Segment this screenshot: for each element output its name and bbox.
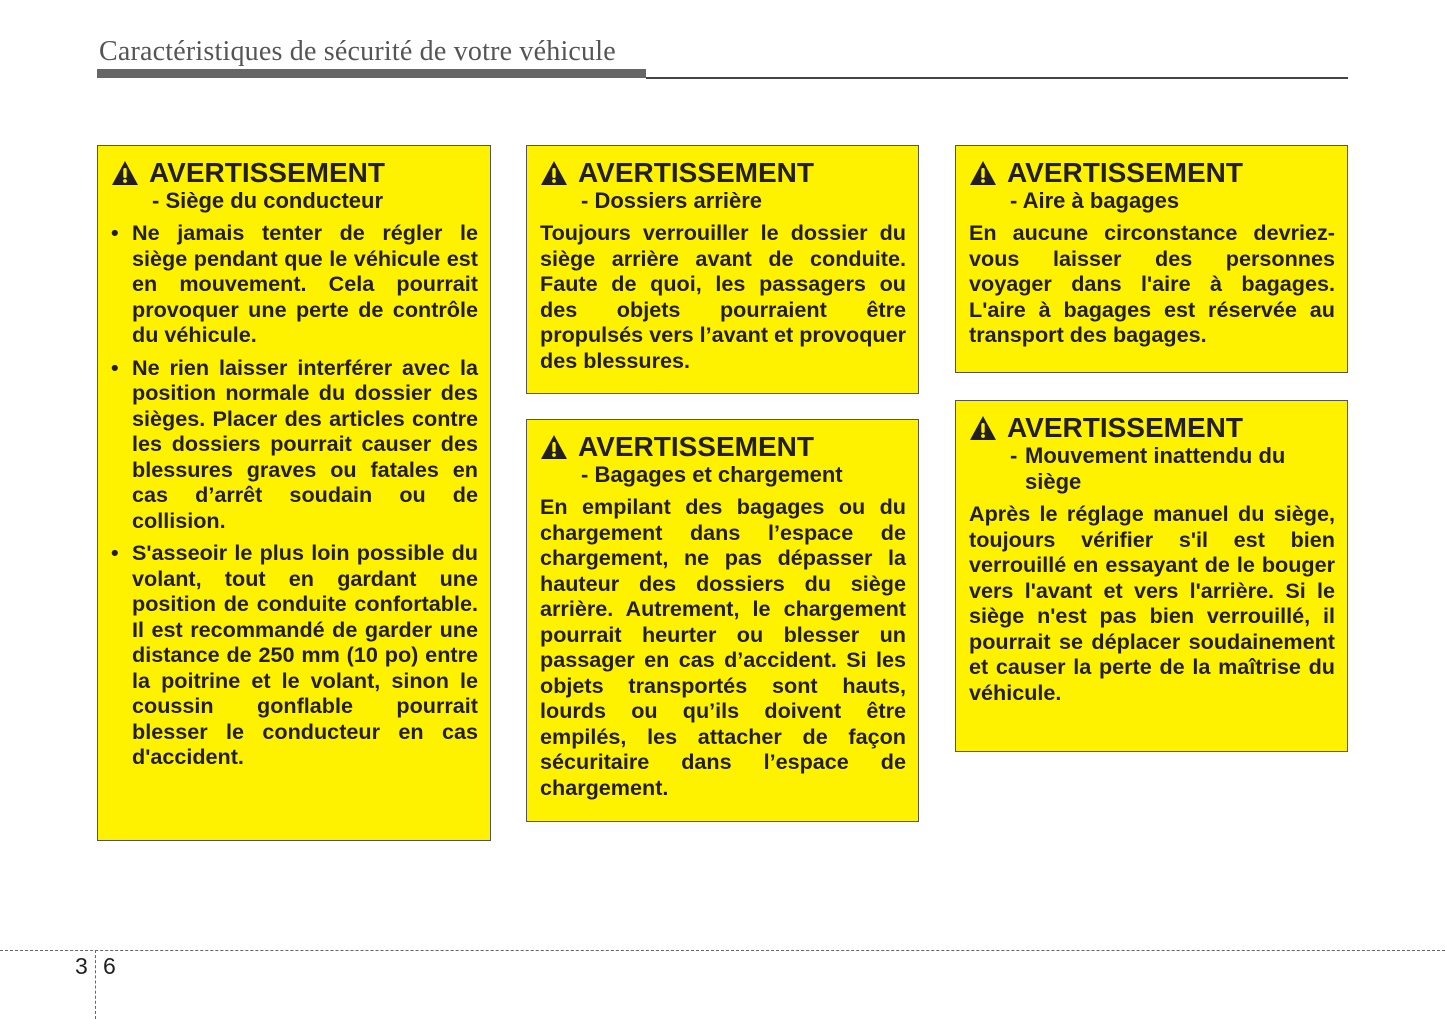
- warning-text: En empilant des bagages ou du chargement dans l’espace de chargement, ne pas dépasser la hauteur des dossiers du siège arrière. Autrement, le chargement pourrait heurter ou blesser un passager en cas d’accident. Si les objets transportés sont hauts, lourds ou qu’ils doivent être empilés, les attacher de façon sécuritaire dans l’espace de chargement.: [540, 494, 906, 800]
- warning-subtitle: - Bagages et chargement: [581, 462, 843, 487]
- header-rule: [646, 77, 1348, 79]
- warning-bullet: • Ne rien laisser interférer avec la position normale du dossier des sièges. Placer des articles contre les dossiers pourrait causer des blessures graves ou fatales en cas d’arrêt soudain ou de collision.: [111, 355, 478, 534]
- page-number: 6: [103, 953, 116, 979]
- warning-title: AVERTISSEMENT: [578, 431, 814, 462]
- warning-title: AVERTISSEMENT: [1007, 157, 1243, 188]
- warning-bullet: • S'asseoir le plus loin possible du volant, tout en gardant une position de conduite confortable. Il est recommandé de garder une distance de 250 mm (10 po) entre la poitrine et le volant, sinon le coussin gonflable pourrait blesser le conducteur en cas d'accident.: [111, 540, 478, 770]
- section-number: 3: [75, 953, 88, 979]
- warning-box-rear-seatbacks: [526, 145, 919, 394]
- warning-subtitle: - Aire à bagages: [1010, 188, 1180, 213]
- warning-box-unexpected-seat-movement: [955, 400, 1348, 752]
- warning-triangle-icon: [969, 415, 997, 441]
- warning-subtitle: - Dossiers arrière: [581, 188, 762, 213]
- warning-box-driver-seat: [97, 145, 491, 841]
- warning-triangle-icon: [540, 434, 568, 460]
- warning-text: En aucune circonstance devriez-vous laisser des personnes voyager dans l'aire à bagages. L'aire à bagages est réservée au transport des bagages.: [969, 220, 1335, 347]
- footer-dashed-rule: [0, 950, 1445, 951]
- warning-text: Après le réglage manuel du siège, toujours vérifier s'il est bien verrouillé en essayant de le bouger vers l'avant et vers l'arrière. Si le siège n'est pas bien verrouillé, il pourrait se déplacer soudainement et causer la perte de la maîtrise du véhicule.: [969, 501, 1335, 705]
- warning-text: Toujours verrouiller le dossier du siège arrière avant de conduite. Faute de quoi, les passagers ou des objets pourraient être propulsés vers l’avant et provoquer des blessures.: [540, 220, 907, 373]
- warning-box-luggage-cargo: [526, 419, 919, 822]
- footer-dashed-divider: [95, 950, 96, 1019]
- warning-subtitle: - Siège du conducteur: [152, 188, 384, 213]
- warning-title: AVERTISSEMENT: [1007, 412, 1243, 443]
- warning-subtitle-text: Mouvement inattendu du siège: [1025, 443, 1286, 494]
- warning-triangle-icon: [540, 160, 568, 186]
- warning-triangle-icon: [111, 160, 139, 186]
- header-bar: [97, 69, 646, 78]
- warning-subtitle: - Mouvement inattendu du siège: [1010, 443, 1286, 494]
- warning-title: AVERTISSEMENT: [578, 157, 814, 188]
- warning-triangle-icon: [969, 160, 997, 186]
- warning-title: AVERTISSEMENT: [149, 157, 385, 188]
- page-header-title: Caractéristiques de sécurité de votre véhicule: [99, 36, 616, 67]
- warning-box-cargo-area: [955, 145, 1348, 373]
- warning-bullet: • Ne jamais tenter de régler le siège pendant que le véhicule est en mouvement. Cela pourrait provoquer une perte de contrôle du véhicule.: [111, 220, 478, 348]
